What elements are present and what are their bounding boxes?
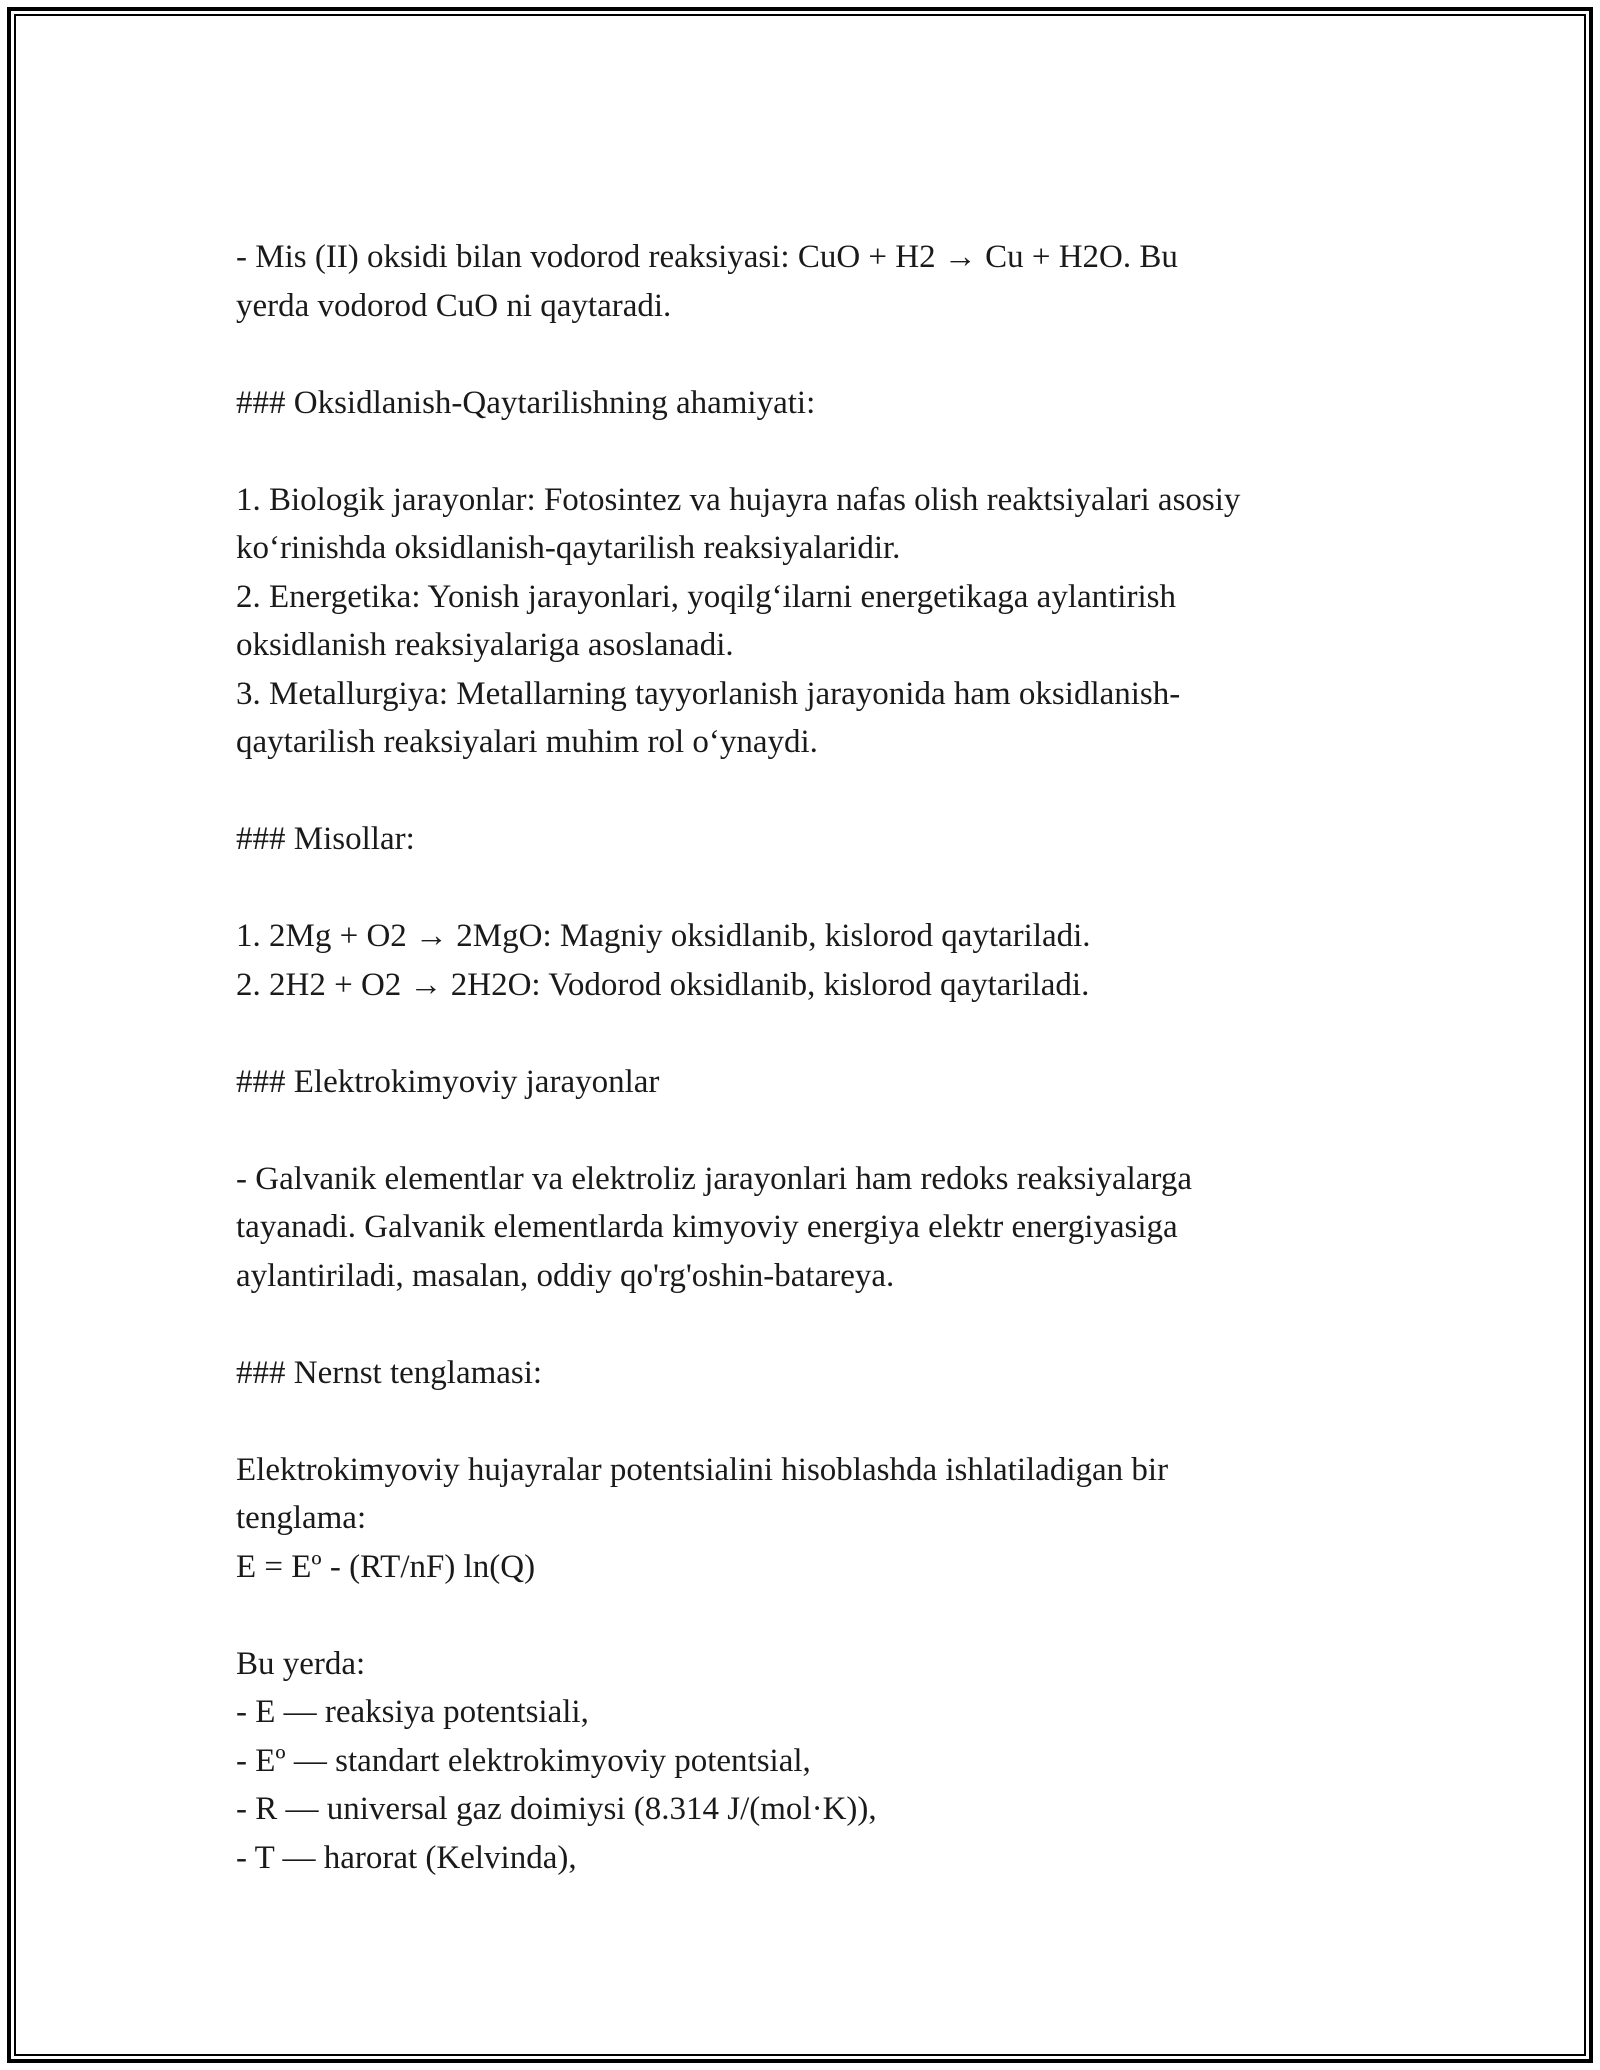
text-line: qaytarilish reaksiyalari muhim rol o‘ynaydi. bbox=[236, 724, 818, 760]
text-line: 1. Biologik jarayonlar: Fotosintez va hujayra nafas olish reaktsiyalari asosiy bbox=[236, 481, 1241, 518]
section-heading: ### Misollar: bbox=[236, 821, 415, 857]
text-line: oksidlanish reaksiyalariga asoslanadi. bbox=[236, 627, 734, 663]
blank-line bbox=[236, 1300, 1416, 1349]
blank-line bbox=[236, 1009, 1416, 1058]
blank-line bbox=[236, 1106, 1416, 1155]
text-line: 1. 2Mg + O2 → 2MgO: Magniy oksidlanib, kislorod qaytariladi. bbox=[236, 918, 1091, 954]
text-line: ko‘rinishda oksidlanish-qaytarilish reaksiyalaridir. bbox=[236, 530, 901, 566]
blank-line bbox=[236, 330, 1416, 379]
section-heading: ### Elektrokimyoviy jarayonlar bbox=[236, 1063, 660, 1100]
section-heading: ### Nernst tenglamasi: bbox=[236, 1354, 543, 1391]
text-line: aylantiriladi, masalan, oddiy qo'rg'oshin-batareya. bbox=[236, 1257, 895, 1294]
text-line: 2. Energetika: Yonish jarayonlari, yoqilg‘ilarni energetikaga aylantirish bbox=[236, 578, 1176, 615]
text-line: Bu yerda: bbox=[236, 1645, 366, 1682]
text-line: - R — universal gaz doimiysi (8.314 J/(mol·K)), bbox=[236, 1791, 877, 1827]
text-line: Elektrokimyoviy hujayralar potentsialini hisoblashda ishlatiladigan bir bbox=[236, 1451, 1169, 1488]
blank-line bbox=[236, 864, 1416, 913]
section-heading: ### Oksidlanish-Qaytarilishning ahamiyati: bbox=[236, 384, 816, 421]
document-body bbox=[236, 233, 1416, 1882]
blank-line bbox=[236, 767, 1416, 816]
text-line: - Mis (II) oksidi bilan vodorod reaksiyasi: CuO + H2 → Cu + H2O. Bu bbox=[236, 239, 1178, 275]
text-line: tayanadi. Galvanik elementlarda kimyoviy energiya elektr energiyasiga bbox=[236, 1209, 1178, 1245]
text-line: 3. Metallurgiya: Metallarning tayyorlanish jarayonida ham oksidlanish- bbox=[236, 675, 1181, 712]
blank-line bbox=[236, 1397, 1416, 1446]
text-line: E = Eº - (RT/nF) ln(Q) bbox=[236, 1548, 536, 1585]
text-line: - Eº — standart elektrokimyoviy potentsial, bbox=[236, 1742, 811, 1779]
text-line: 2. 2H2 + O2 → 2H2O: Vodorod oksidlanib, kislorod qaytariladi. bbox=[236, 966, 1090, 1003]
text-line: - Galvanik elementlar va elektroliz jarayonlari ham redoks reaksiyalarga bbox=[236, 1160, 1192, 1197]
text-line: - E — reaksiya potentsiali, bbox=[236, 1694, 589, 1730]
blank-line bbox=[236, 1591, 1416, 1640]
blank-line bbox=[236, 427, 1416, 476]
text-line: - T — harorat (Kelvinda), bbox=[236, 1839, 577, 1876]
text-line: yerda vodorod CuO ni qaytaradi. bbox=[236, 287, 672, 324]
text-line: tenglama: bbox=[236, 1500, 367, 1536]
